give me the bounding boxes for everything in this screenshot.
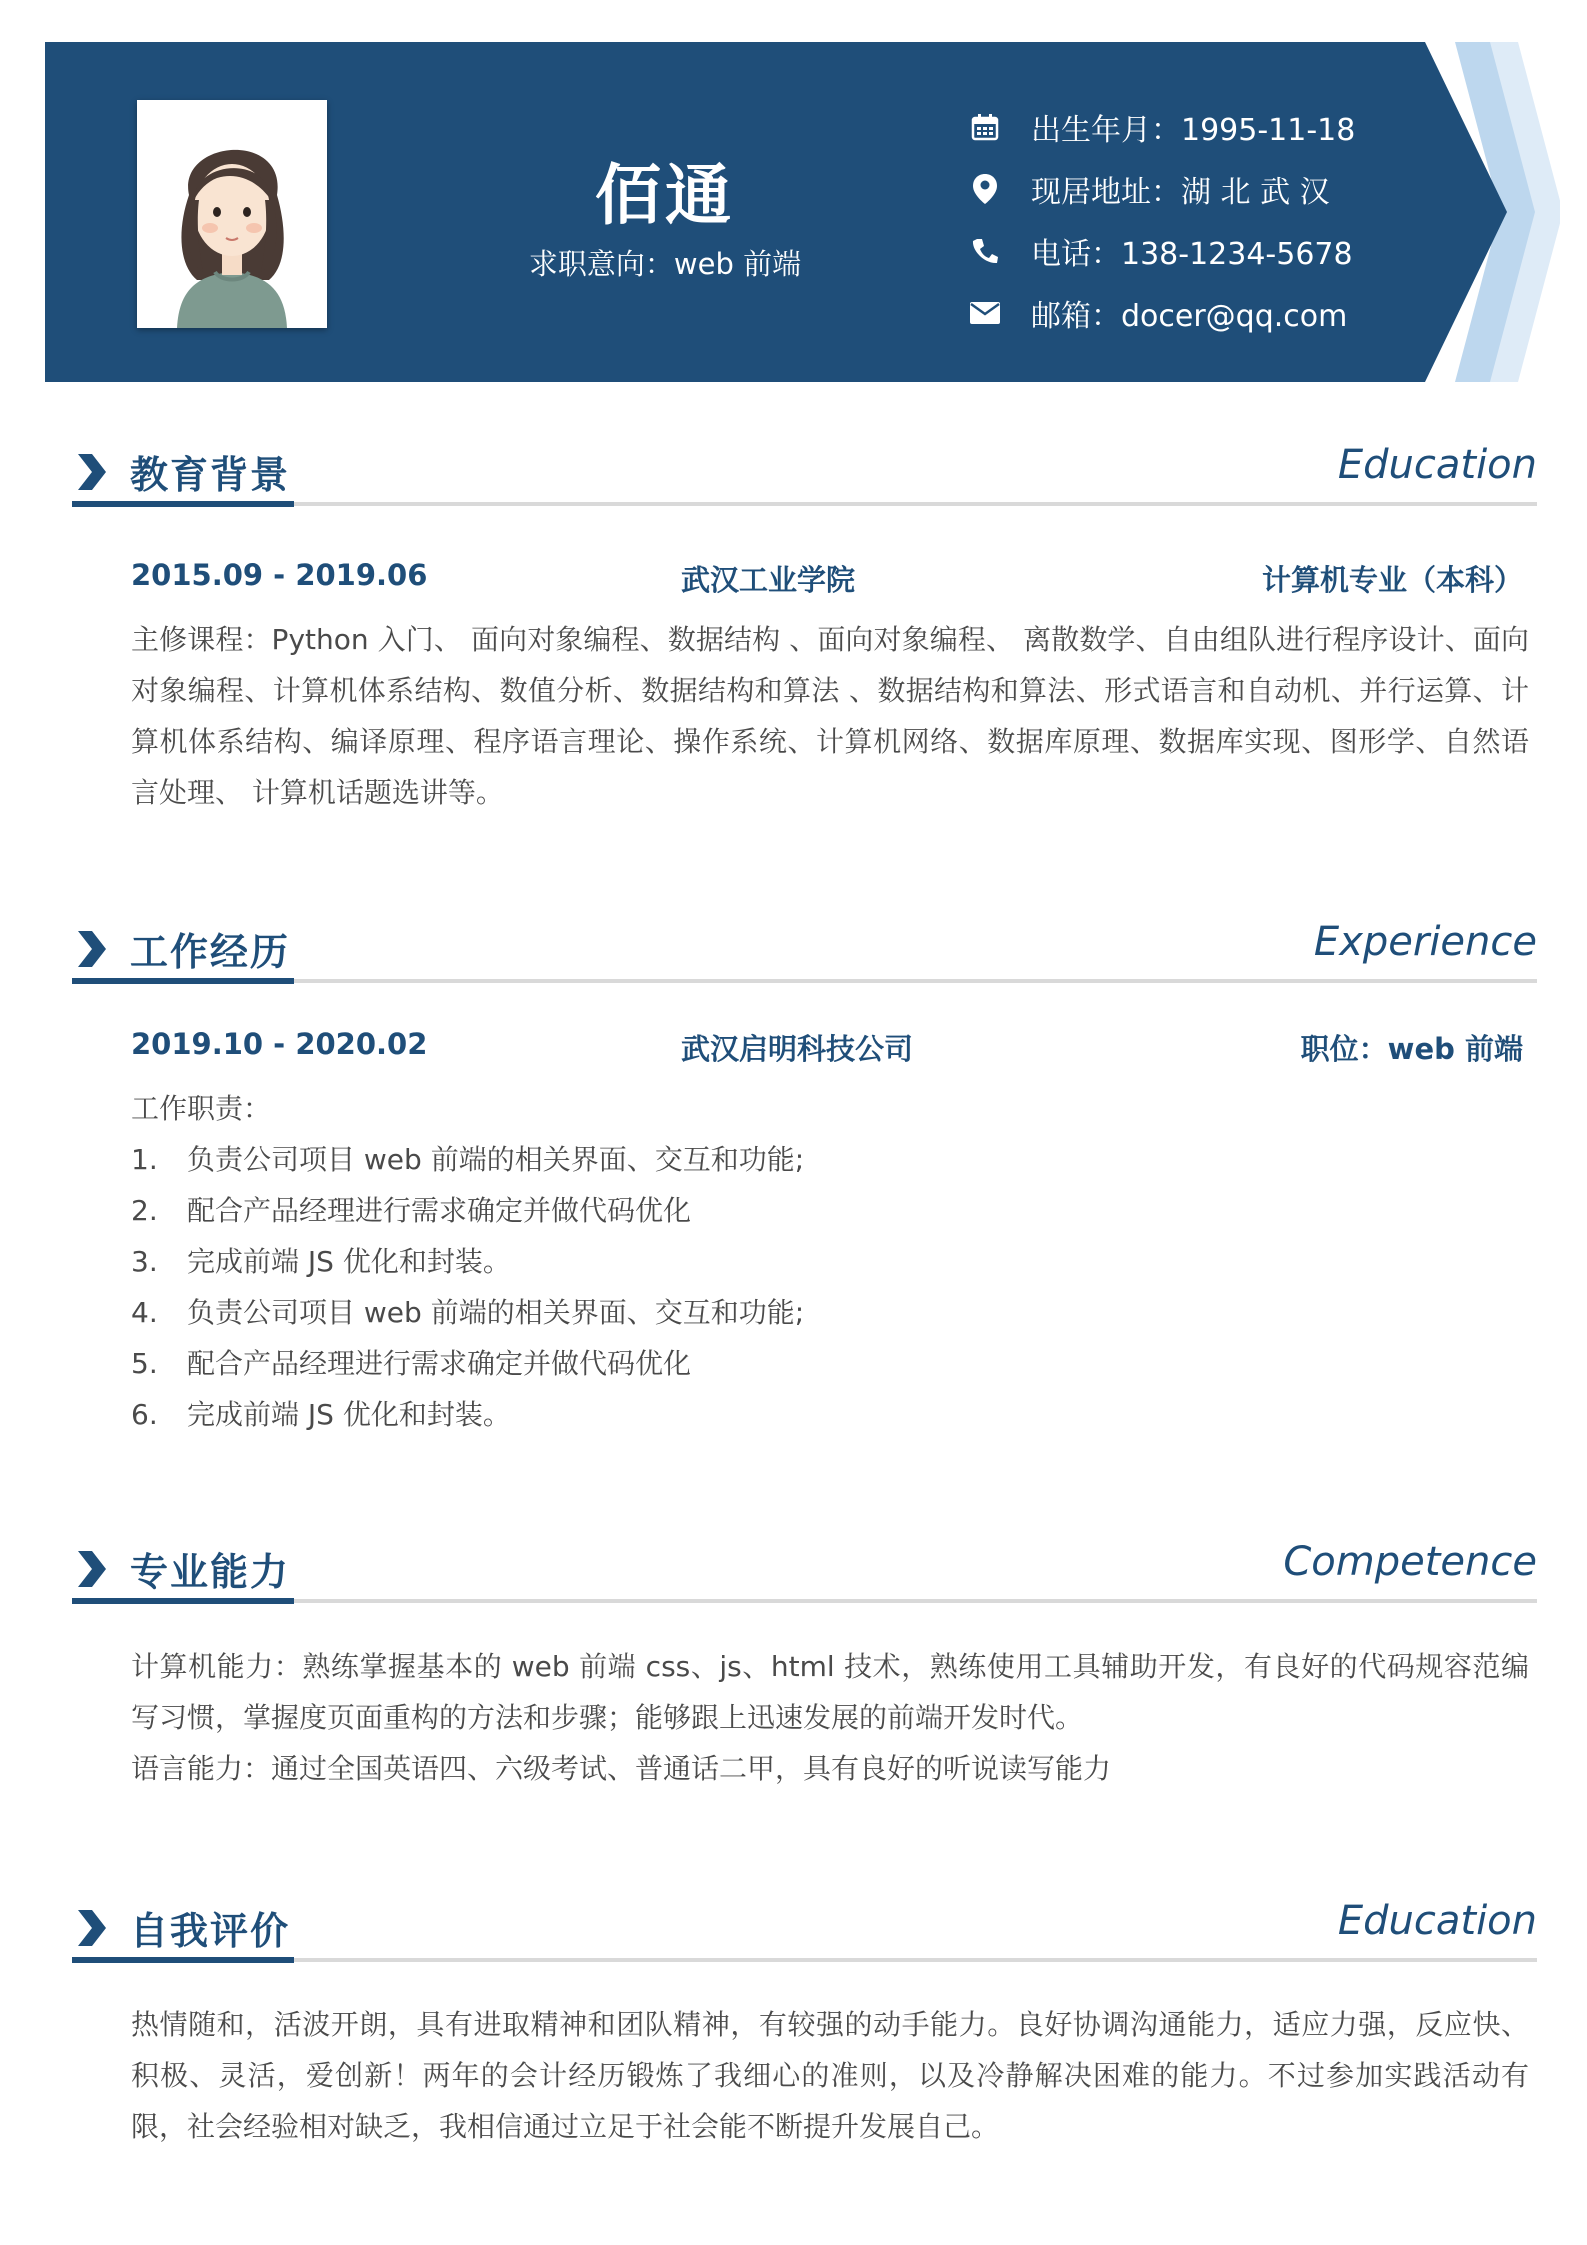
- experience-company: 武汉启明科技公司: [681, 1032, 914, 1066]
- list-text: 配合产品经理进行需求确定并做代码优化: [187, 1347, 692, 1380]
- section-header-competence: [72, 1537, 1537, 1607]
- contact-text: 出生年月：1995-11-18: [1031, 113, 1356, 148]
- resume-header: [45, 42, 1560, 382]
- education-courses: 主修课程：Python 入门、 面向对象编程、数据结构 、面向对象编程、 离散数学、自由组队进行程序设计、面向对象编程、计算机体系结构、数值分析、数据结构和算法 、数据结构和算法、形式语言和自动机、并行运算、计算机体系结构、编译原理、程序语言理论、操作系统、计算机网络、数据库原理、数据库实现、图形学、自然语言处理、 计算机话题选讲等。: [131, 623, 1529, 809]
- contact-phone: [965, 220, 1355, 282]
- contact-text: 邮箱：docer@qq.com: [1031, 299, 1348, 334]
- list-text: 负责公司项目 web 前端的相关界面、交互和功能;: [187, 1296, 805, 1329]
- section-divider-accent: [72, 501, 294, 507]
- list-item: [131, 1236, 1529, 1287]
- section-divider-accent: [72, 1957, 294, 1963]
- job-intent: 求职意向：web 前端: [528, 247, 802, 281]
- education-school: 武汉工业学院: [681, 563, 856, 597]
- section-title-en: Experience: [1313, 919, 1537, 965]
- phone-icon: [965, 231, 1005, 271]
- section-divider-accent: [72, 1598, 294, 1604]
- section-title-en: Education: [1337, 1898, 1537, 1944]
- calendar-icon: [965, 107, 1005, 147]
- education-entry-header: [131, 558, 1523, 598]
- candidate-name: 佰通: [595, 157, 735, 234]
- contact-address: [965, 158, 1355, 220]
- section-title: 专业能力: [130, 1550, 291, 1594]
- list-item: [131, 1338, 1529, 1389]
- list-text: 负责公司项目 web 前端的相关界面、交互和功能;: [187, 1143, 805, 1176]
- list-item: [131, 1185, 1529, 1236]
- education-period: 2015.09 - 2019.06: [131, 558, 428, 592]
- contact-list: [965, 96, 1355, 344]
- list-number: 1.: [131, 1143, 158, 1176]
- contact-email: [965, 282, 1355, 344]
- list-text: 完成前端 JS 优化和封装。: [187, 1398, 511, 1431]
- section-title-en: Competence: [1283, 1539, 1537, 1585]
- competence-language: 语言能力：通过全国英语四、六级考试、普通话二甲，具有良好的听说读写能力: [131, 1752, 1112, 1785]
- list-item: [131, 1389, 1529, 1440]
- chevron-right-icon: [74, 1549, 108, 1589]
- contact-text: 现居地址：湖 北 武 汉: [1031, 175, 1330, 210]
- section-header-experience: [72, 917, 1537, 987]
- list-text: 完成前端 JS 优化和封装。: [187, 1245, 511, 1278]
- experience-entry-header: [131, 1027, 1523, 1067]
- duties-list: [131, 1083, 1529, 1440]
- contact-text: 电话：138-1234-5678: [1031, 237, 1353, 272]
- section-header-self-evaluation: [72, 1896, 1537, 1966]
- contact-birthdate: [965, 96, 1355, 158]
- experience-position: 职位：web 前端: [1300, 1032, 1523, 1066]
- section-header-education: [72, 440, 1537, 510]
- list-item: [131, 1287, 1529, 1338]
- list-item: [131, 1134, 1529, 1185]
- competence-computer: 计算机能力：熟练掌握基本的 web 前端 css、js、html 技术，熟练使用工具辅助开发，有良好的代码规容范编写习惯，掌握度页面重构的方法和步骤；能够跟上迅速发展的前端开发时代。: [131, 1650, 1529, 1734]
- chevron-right-icon: [74, 929, 108, 969]
- location-pin-icon: [965, 169, 1005, 209]
- self-evaluation-text: 热情随和，活波开朗，具有进取精神和团队精神，有较强的动手能力。良好协调沟通能力，适应力强，反应快、积极、灵活，爱创新！两年的会计经历锻炼了我细心的准则，以及冷静解决困难的能力。不过参加实践活动有限，社会经验相对缺乏，我相信通过立足于社会能不断提升发展自己。: [131, 2008, 1529, 2143]
- section-title: 自我评价: [130, 1909, 291, 1953]
- section-title: 教育背景: [130, 453, 291, 497]
- chevron-right-icon: [74, 1908, 108, 1948]
- duties-label: 工作职责：: [131, 1092, 272, 1125]
- avatar-illustration: [137, 100, 327, 328]
- list-number: 3.: [131, 1245, 158, 1278]
- list-text: 配合产品经理进行需求确定并做代码优化: [187, 1194, 692, 1227]
- section-title-en: Education: [1337, 442, 1537, 488]
- list-number: 5.: [131, 1347, 158, 1380]
- list-number: 2.: [131, 1194, 158, 1227]
- mail-icon: [965, 293, 1005, 333]
- chevron-right-icon: [74, 452, 108, 492]
- avatar-photo: [137, 100, 327, 328]
- section-title: 工作经历: [130, 930, 291, 974]
- list-number: 6.: [131, 1398, 158, 1431]
- section-divider-accent: [72, 978, 294, 984]
- list-number: 4.: [131, 1296, 158, 1329]
- experience-period: 2019.10 - 2020.02: [131, 1027, 428, 1061]
- education-major: 计算机专业（本科）: [1261, 563, 1523, 597]
